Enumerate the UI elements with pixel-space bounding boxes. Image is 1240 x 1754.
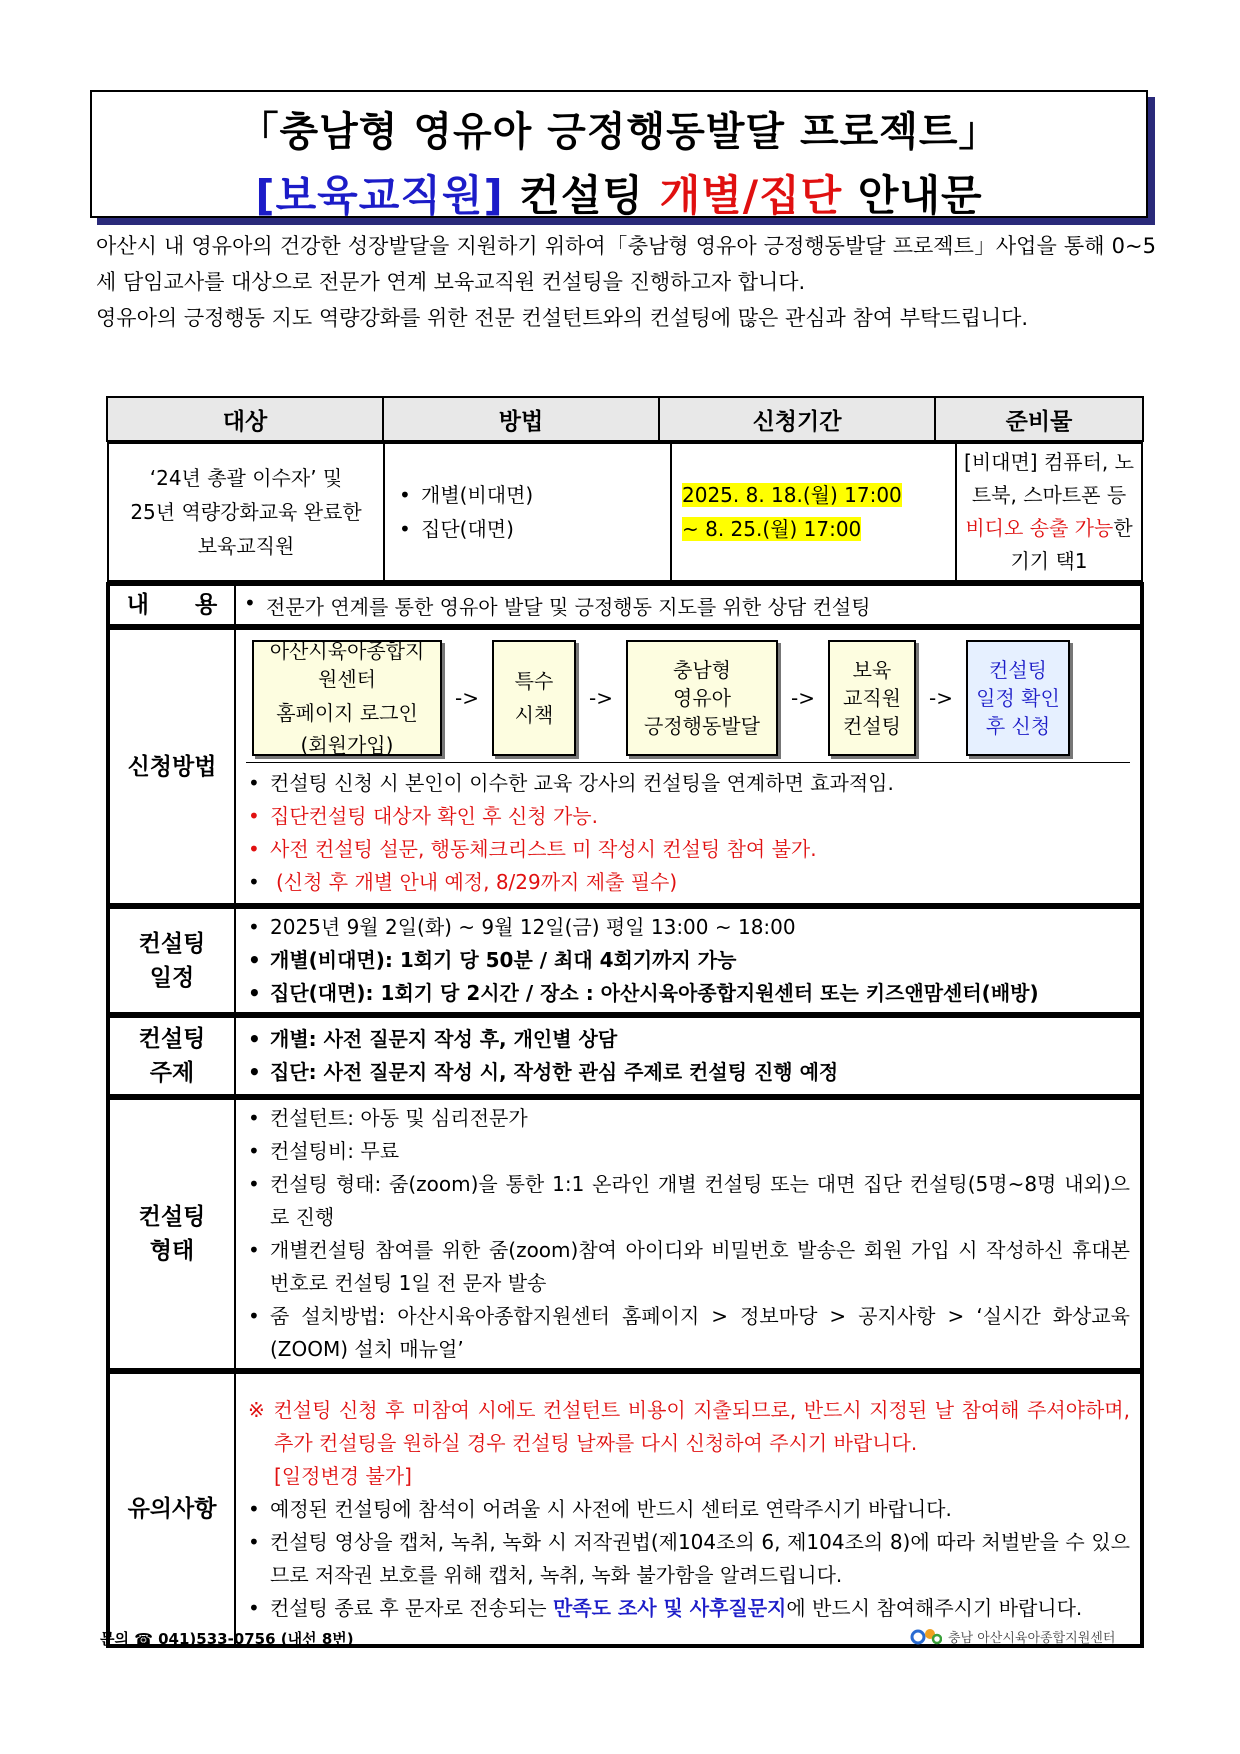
topic-item: • 개별: 사전 질문지 작성 후, 개인별 상담 <box>246 1023 1130 1056</box>
flow-step-schedule <box>966 640 1070 756</box>
flow-text: 원센터 <box>318 667 376 691</box>
topic-label <box>109 1017 235 1095</box>
flow-arrow: -> <box>589 686 613 710</box>
flow-text: 영유아 <box>673 686 731 710</box>
apply-notes <box>246 767 1130 899</box>
apply-note: • 컨설팅 신청 시 본인이 이수한 교육 강사의 컨설팅을 연계하면 효과적임. <box>246 767 1130 800</box>
apply-note-text: 집단컨설팅 대상자 확인 후 신청 가능. <box>270 804 598 828</box>
form-label-line: 형태 <box>149 1238 195 1264</box>
flow-text: 일정 확인 <box>976 686 1060 710</box>
flow-text: (회원가입) <box>300 733 394 757</box>
method-item: • 개별(비대면) <box>397 478 669 512</box>
form-item: • 컨설팅 형태: 줌(zoom)을 통한 1:1 온라인 개별 컨설팅 또는 대면 집단 컨설팅(5명~8명 내외)으로 진행 <box>246 1168 1130 1234</box>
notice-warning-2: [일정변경 불가] <box>274 1463 412 1488</box>
target-line: 보육교직원 <box>197 534 295 558</box>
table-row-apply <box>107 627 1143 906</box>
notice-item: • 컨설팅 영상을 캡처, 녹취, 녹화 시 저작권법(제104조의 6, 제104조의 8)에 따라 처벌받을 수 있으므로 저작권 보호를 위해 캡처, 녹취, 녹화 불가함을 알려드립니다. <box>246 1526 1130 1592</box>
title-consulting: 컨설팅 <box>503 171 660 220</box>
title-target: [보육교직원] <box>255 171 504 220</box>
flow-text: 후 신청 <box>985 714 1051 738</box>
content-text: • 전문가 연계를 통한 영유아 발달 및 긍정행동 지도를 위한 상담 컨설팅 <box>242 591 1139 620</box>
footer-org <box>910 1626 1115 1646</box>
intro-paragraph-1: 아산시 내 영유아의 건강한 성장발달을 지원하기 위하여「충남형 영유아 긍정행동발달 프로젝트」사업을 통해 0~5세 담임교사를 대상으로 전문가 연계 보육교직원 컨설팅을 진행하고자 합니다. <box>96 234 1156 294</box>
topic-label-line: 주제 <box>149 1060 195 1086</box>
table-row-topic <box>107 1015 1143 1097</box>
supplies-video: 비디오 송출 가능 <box>965 516 1114 540</box>
period-cell <box>671 443 956 581</box>
title-type: 개별/집단 <box>659 171 843 220</box>
title-line2 <box>92 163 1146 223</box>
topic-cell <box>235 1017 1141 1095</box>
method-item: • 집단(대면) <box>397 512 669 546</box>
table-row-form <box>107 1097 1143 1371</box>
intro-text <box>96 228 1156 336</box>
flow-arrow: -> <box>455 686 479 710</box>
form-item: • 컨설턴트: 아동 및 심리전문가 <box>246 1102 1130 1135</box>
table-row-summary <box>107 441 1143 583</box>
notice-warning: ※ 컨설팅 신청 후 미참여 시에도 컨설턴트 비용이 지출되므로, 반드시 지정된 날 참여해 주셔야하며, 추가 컨설팅을 원하실 경우 컨설팅 날짜를 다시 신청하여 주시기 바랍니다. <box>248 1397 1130 1455</box>
schedule-cell <box>235 908 1141 1013</box>
form-item: • 개별컨설팅 참여를 위한 줌(zoom)참여 아이디와 비밀번호 발송은 회원 가입 시 작성하신 휴대본 번호로 컨설팅 1일 전 문자 발송 <box>246 1234 1130 1300</box>
flow-text: 충남형 <box>673 658 731 682</box>
footer-contact: 문의 ☎ 041)533-0756 (내선 8번) <box>100 1630 354 1648</box>
apply-note-survey <box>246 833 1130 866</box>
flow-text: 긍정행동발달 <box>644 714 760 738</box>
header-target: 대상 <box>107 397 383 441</box>
period-end: ~ 8. 25.(월) 17:00 <box>682 517 862 541</box>
header-supplies: 준비물 <box>935 397 1143 441</box>
flow-step-staff <box>828 640 916 756</box>
schedule-item: • 2025년 9월 2일(화) ~ 9월 12일(금) 평일 13:00 ~ 18:00 <box>246 911 1130 944</box>
schedule-label-line: 컨설팅 <box>138 930 206 957</box>
flow-text: 보육 <box>852 658 892 682</box>
flow-step-special <box>492 640 576 756</box>
intro-paragraph-2: 영유아의 긍정행동 지도 역량강화를 위한 전문 컨설턴트와의 컨설팅에 많은 관심과 참여 부탁드립니다. <box>96 306 1029 330</box>
title-box <box>90 90 1148 218</box>
notice-item: • 예정된 컨설팅에 참석이 어려울 시 사전에 반드시 센터로 연락주시기 바랍니다. <box>246 1493 1130 1526</box>
info-table <box>106 396 1144 1648</box>
flow-arrow: -> <box>929 686 953 710</box>
header-period: 신청기간 <box>659 397 935 441</box>
table-row-schedule <box>107 906 1143 1015</box>
apply-flow <box>246 630 1130 763</box>
flow-text: 컨설팅 <box>843 714 901 738</box>
method-cell <box>384 443 671 581</box>
target-line: 25년 역량강화교육 완료한 <box>130 500 362 524</box>
notice-survey-highlight: 만족도 조사 및 사후질문지 <box>552 1595 787 1620</box>
title-line1: 「충남형 영유아 긍정행동발달 프로젝트」 <box>238 109 1000 155</box>
flow-text: 컨설팅 <box>989 658 1047 682</box>
topic-item: • 집단: 사전 질문지 작성 시, 작성한 관심 주제로 컨설팅 진행 예정 <box>246 1056 1130 1089</box>
apply-note-text: (신청 후 개별 안내 예정, 8/29까지 제출 필수) <box>276 870 678 894</box>
apply-label: 신청방법 <box>109 629 235 904</box>
form-cell <box>235 1099 1141 1369</box>
form-label-line: 컨설팅 <box>138 1204 206 1230</box>
table-header-row <box>107 397 1143 441</box>
notice-text: 에 반드시 참여해주시기 바랍니다. <box>786 1595 1083 1620</box>
apply-note-group <box>246 800 1130 833</box>
target-line: ‘24년 총괄 이수자’ 및 <box>149 466 343 490</box>
schedule-label <box>109 908 235 1013</box>
apply-note-text: 사전 컨설팅 설문, 행동체크리스트 미 작성시 컨설팅 참여 불가. <box>270 837 817 861</box>
notice-item-survey <box>246 1592 1130 1625</box>
apply-cell <box>235 629 1141 904</box>
supplies-text: [비대면] 컴퓨터, 노트북, 스마트폰 등 <box>964 450 1134 507</box>
target-cell <box>108 443 384 581</box>
form-item: • 컨설팅비: 무료 <box>246 1135 1130 1168</box>
supplies-text-end: 한 기기 택1 <box>1010 516 1133 573</box>
flow-step-login <box>252 640 442 756</box>
form-label <box>109 1099 235 1369</box>
notice-cell <box>235 1373 1141 1645</box>
flow-arrow: -> <box>791 686 815 710</box>
flow-text: 교직원 <box>843 686 901 710</box>
schedule-item: • 집단(대면): 1회기 당 2시간 / 장소 : 아산시육아종합지원센터 또는 키즈앤맘센터(배방) <box>246 977 1130 1010</box>
flow-text: 특수 <box>514 669 554 693</box>
schedule-label-line: 일정 <box>149 964 195 991</box>
flow-step-project <box>626 640 778 756</box>
flow-text: 시책 <box>514 703 554 727</box>
schedule-item: • 개별(비대면): 1회기 당 50분 / 최대 4회기까지 가능 <box>246 944 1130 977</box>
table-row-content <box>107 583 1143 627</box>
header-method: 방법 <box>383 397 659 441</box>
footer-org-name: 충남 아산시육아종합지원센터 <box>948 1630 1116 1646</box>
form-item: • 줌 설치방법: 아산시육아종합지원센터 홈페이지 > 정보마당 > 공지사항 > ‘실시간 화상교육(ZOOM) 설치 매뉴얼’ <box>246 1300 1130 1366</box>
flow-text: 홈페이지 로그인 <box>276 701 418 725</box>
content-label: 내 용 <box>109 585 235 625</box>
period-start: 2025. 8. 18.(월) 17:00 <box>682 483 902 507</box>
supplies-cell <box>956 443 1142 581</box>
title-notice: 안내문 <box>842 171 983 220</box>
org-logo-icon <box>910 1626 942 1646</box>
topic-label-line: 컨설팅 <box>138 1026 206 1052</box>
content-cell <box>235 585 1141 625</box>
notice-text: 컨설팅 종료 후 문자로 전송되는 <box>270 1595 553 1620</box>
table-row-notice <box>107 1371 1143 1647</box>
flow-text: 아산시육아종합지 <box>269 639 425 663</box>
notice-label: 유의사항 <box>109 1373 235 1645</box>
apply-note-deadline <box>246 866 1130 899</box>
